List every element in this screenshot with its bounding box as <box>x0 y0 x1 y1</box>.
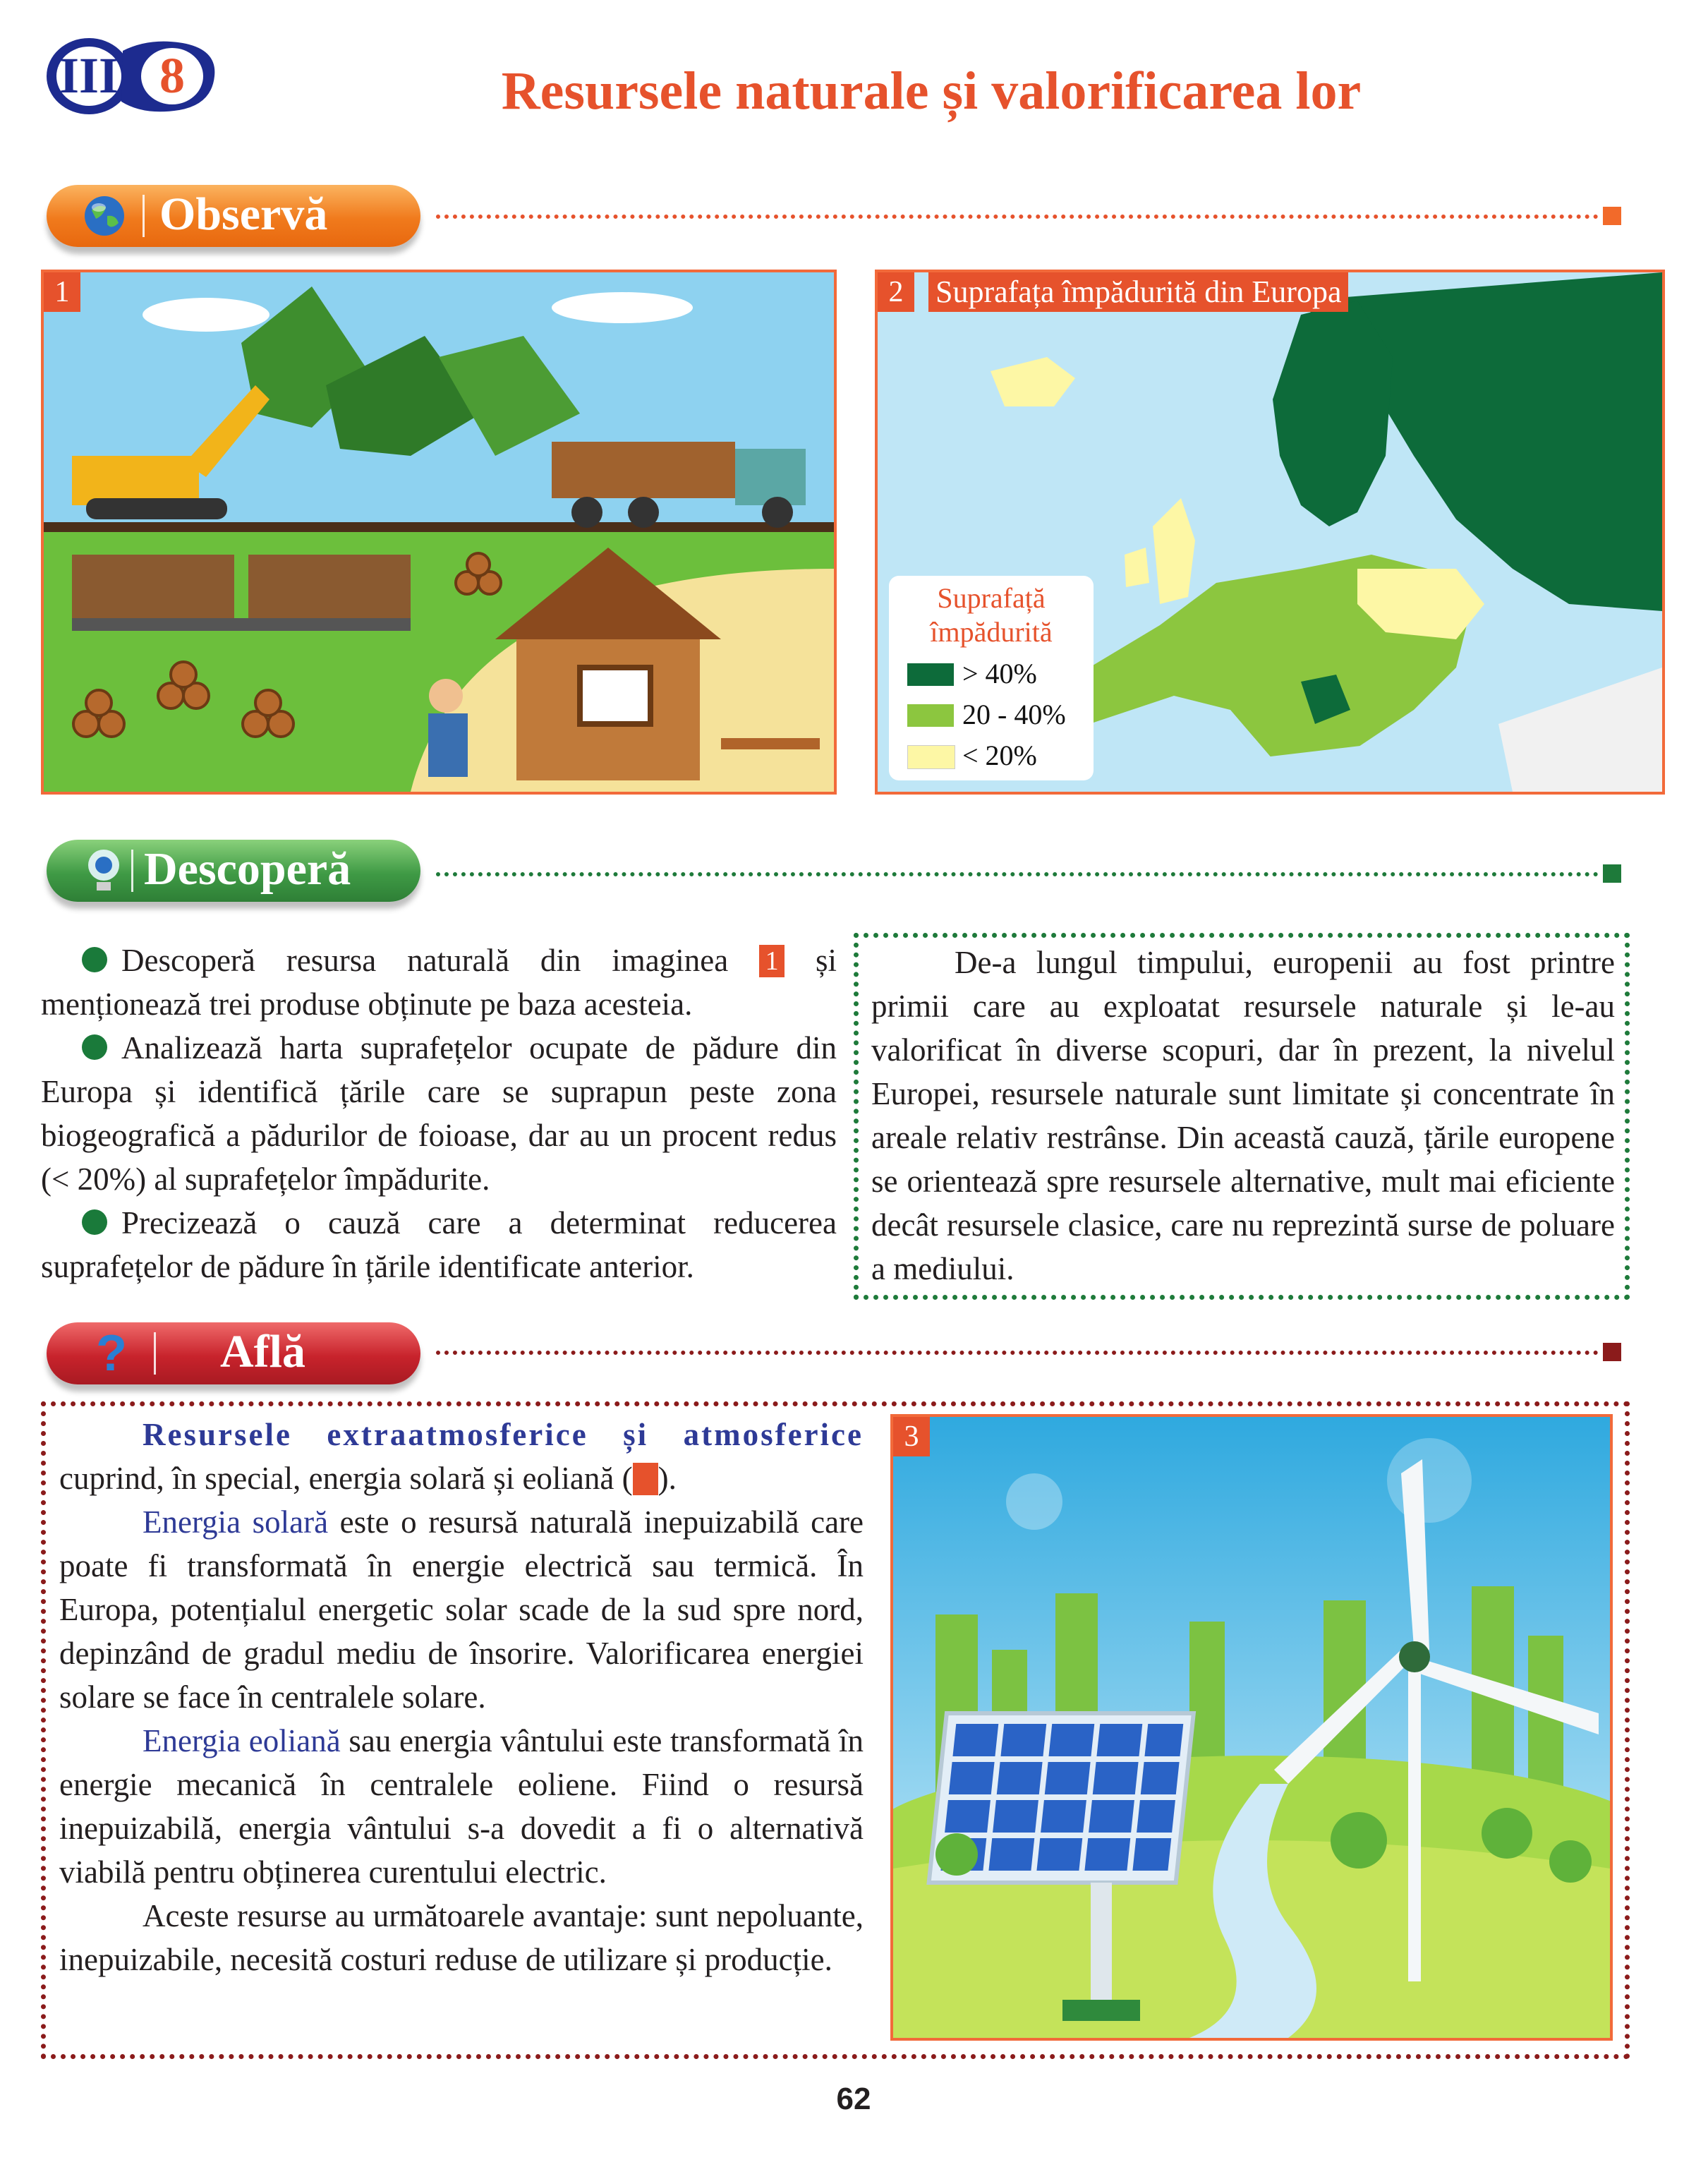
task1-text: Descoperă resursa naturală din imaginea <box>121 943 729 978</box>
info-note-text: De-a lungul timpului, europenii au fost printre primii care au exploatat resursele naturale și le-au valorificat în diverse scopuri, dar în prezent, la nivelul Europei, resursele naturale sunt limitate și concentrate în areale relativ restrânse. Din această cauză, țările europene se orientează spre resursele alternative, mult mai eficiente decât resursele clasice, care nu reprezintă surse de poluare a mediului. <box>871 945 1615 1286</box>
section-title-descopera: Descoperă <box>144 843 351 895</box>
divider-end-square <box>1603 864 1621 883</box>
task-item <box>41 1026 837 1201</box>
figure-3-number: 3 <box>893 1417 930 1456</box>
figure-2-map <box>875 270 1665 795</box>
figure-1-number: 1 <box>44 272 80 312</box>
divider-end-square <box>1603 207 1621 225</box>
page-number: 62 <box>836 2082 871 2116</box>
forestry-illustration <box>44 272 834 792</box>
afla-paragraph-2 <box>59 1500 864 1719</box>
lesson-badge <box>45 37 217 116</box>
section-descopera <box>47 840 420 902</box>
afla-term-atmospheric: Resursele extraatmosferice și atmosferice <box>143 1417 864 1452</box>
section-divider <box>436 215 1599 219</box>
section-title-observa: Observă <box>159 188 328 240</box>
afla-text-column <box>59 1413 864 1981</box>
info-note-box <box>854 933 1630 1300</box>
afla-p1-end: ). <box>658 1461 677 1496</box>
question-icon <box>95 1327 128 1391</box>
section-observa <box>47 185 420 247</box>
bullet-icon <box>82 1209 107 1235</box>
afla-p2-text: este o resursă naturală inepuizabilă care poate fi transformată în energie electrică sau termică. În Europa, potențialul energetic solar scade de la sud spre nord, depinzând de gradul mediu de însorire. Valorificarea energiei solare se face în centralele solare. <box>59 1504 864 1715</box>
page-title: Resursele naturale și valorificarea lor <box>501 61 1362 121</box>
legend-item <box>889 653 1094 694</box>
legend-swatch-mid <box>907 704 954 727</box>
afla-p1-text: cuprind, în special, energia solară și eoliană ( <box>59 1461 633 1496</box>
task-item <box>41 938 837 1026</box>
afla-paragraph-4: Aceste resurse au următoarele avantaje: sunt nepoluante, inepuizabile, necesită costuri reduse de utilizare și producție. <box>59 1898 864 1977</box>
task-item <box>41 1201 837 1288</box>
afla-paragraph-1 <box>59 1413 864 1500</box>
figure-2-title: Suprafața împădurită din Europa <box>928 272 1348 312</box>
task1-text-end: și menționează trei produse obținute pe baza acesteia. <box>41 943 837 1022</box>
divider-end-square <box>1603 1343 1621 1361</box>
legend-item <box>889 694 1094 735</box>
legend-item <box>889 735 1094 776</box>
task2-text: Analizează harta suprafețelor ocupate de pădure din Europa și identifică țările care se suprapun peste zona biogeografică a pădurilor de foioase, dar au un procent redus (< 20%) al suprafețelor împădurite. <box>41 1030 837 1197</box>
afla-p3-text: sau energia vântului este transformată în energie mecanică în centralele eoliene. Fiind o resursă inepuizabilă, energia vântului s-a dovedit a fi o alternativă viabilă pentru obținerea curentului electric. <box>59 1723 864 1890</box>
legend-swatch-low <box>907 745 955 769</box>
legend-label: > 40% <box>962 658 1037 689</box>
legend-swatch-high <box>907 663 954 686</box>
badge-lesson: 8 <box>159 47 185 104</box>
bullet-icon <box>82 947 107 972</box>
afla-paragraph-3 <box>59 1719 864 1894</box>
bullet-icon <box>82 1034 107 1060</box>
figure-ref: 1 <box>759 945 785 977</box>
afla-term-wind: Energia eoliană <box>143 1723 341 1758</box>
section-title-afla: Află <box>220 1326 305 1377</box>
legend-title-line2: împădurită <box>930 616 1053 648</box>
legend-title-line1: Suprafață <box>937 582 1046 614</box>
afla-term-solar: Energia solară <box>143 1504 329 1540</box>
map-legend <box>889 576 1094 780</box>
legend-label: < 20% <box>962 740 1037 771</box>
svg-text:?: ? <box>96 1327 127 1379</box>
task3-text: Precizează o cauză care a determinat reducerea suprafețelor de pădure în țările identificate anterior. <box>41 1205 837 1284</box>
section-afla <box>47 1322 420 1384</box>
tasks-column <box>41 938 837 1288</box>
section-divider <box>436 872 1599 876</box>
lightbulb-icon <box>85 847 123 907</box>
figure-1-forestry <box>41 270 837 795</box>
figure-2-number: 2 <box>878 272 914 312</box>
globe-icon <box>83 195 126 249</box>
figure-ref: 3 <box>633 1463 658 1495</box>
section-divider <box>436 1351 1599 1355</box>
badge-part: III <box>59 47 119 104</box>
renewable-energy-illustration <box>893 1417 1610 2038</box>
legend-label: 20 - 40% <box>962 699 1066 730</box>
figure-3-renewable-energy <box>890 1414 1613 2041</box>
